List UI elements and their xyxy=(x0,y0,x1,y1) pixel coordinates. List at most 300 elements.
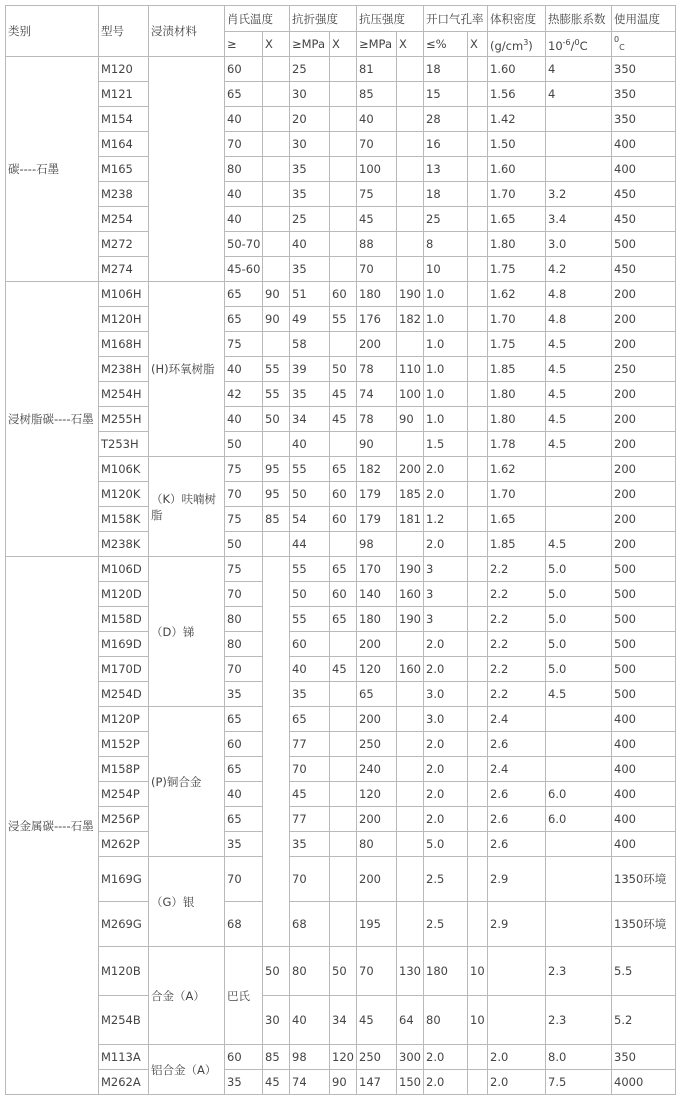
porosity-x-cell xyxy=(468,582,488,607)
table-row xyxy=(6,307,676,332)
model-cell: M120B xyxy=(99,947,149,996)
service-temp-cell: 200 xyxy=(612,307,676,332)
flexural-min-cell: 34 xyxy=(290,407,330,432)
category-carbon: 碳----石墨 xyxy=(6,57,99,282)
density-cell: 2.9 xyxy=(488,857,546,902)
service-temp-cell: 200 xyxy=(612,332,676,357)
compressive-min-cell: 200 xyxy=(357,332,397,357)
flexural-min-cell: 70 xyxy=(290,857,330,902)
service-temp-cell: 500 xyxy=(612,607,676,632)
density-cell: 1.60 xyxy=(488,157,546,182)
shore-x-cell xyxy=(263,107,290,132)
thermal-expansion-cell: 4.5 xyxy=(546,382,612,407)
compressive-min-cell: 200 xyxy=(357,632,397,657)
header-density: 体积密度 xyxy=(488,6,546,32)
porosity-x-cell xyxy=(488,947,546,996)
compressive-min-cell: 195 xyxy=(357,902,397,947)
shore-x-cell xyxy=(263,532,290,557)
compressive-min-cell: 250 xyxy=(357,732,397,757)
service-temp-cell: 200 xyxy=(612,382,676,407)
porosity-max-cell: 3 xyxy=(424,557,468,582)
table-row xyxy=(6,482,676,507)
compressive-min-cell: 170 xyxy=(357,557,397,582)
table-row xyxy=(6,357,676,382)
porosity-x-cell xyxy=(468,657,488,682)
flexural-x-cell xyxy=(330,132,357,157)
density-cell: 2.9 xyxy=(488,902,546,947)
thermal-expansion-cell: 3.0 xyxy=(546,232,612,257)
flexural-min-cell: 58 xyxy=(290,332,330,357)
density-cell: 1.80 xyxy=(488,232,546,257)
service-temp-cell: 350 xyxy=(612,107,676,132)
sub-temp-unit: $^0_C$ xyxy=(612,32,676,57)
density-cell: 1.85 xyxy=(488,532,546,557)
porosity-max-cell: 28 xyxy=(424,107,468,132)
table-row xyxy=(6,857,676,902)
header-thermal-expansion: 热膨胀系数 xyxy=(546,6,612,32)
service-temp-cell: 400 xyxy=(612,782,676,807)
thermal-expansion-cell xyxy=(546,482,612,507)
service-temp-cell: 200 xyxy=(612,407,676,432)
thermal-expansion-cell xyxy=(546,107,612,132)
table-row xyxy=(6,682,676,707)
porosity-x-cell xyxy=(468,632,488,657)
compressive-min-cell: 182 xyxy=(357,457,397,482)
thermal-expansion-cell xyxy=(546,707,612,732)
porosity-max-cell: 2.0 xyxy=(424,457,468,482)
model-cell: M120H xyxy=(99,307,149,332)
impregnant-copper: (P)铜合金 xyxy=(149,707,225,857)
shore-x-cell: 55 xyxy=(263,357,290,382)
compressive-x-cell: 300 xyxy=(397,1045,424,1070)
flexural-x-cell xyxy=(330,832,357,857)
compressive-x-cell xyxy=(397,732,424,757)
shore-min-cell: 35 xyxy=(225,832,263,857)
porosity-x-cell xyxy=(468,732,488,757)
model-cell: M120P xyxy=(99,707,149,732)
compressive-min-cell: 200 xyxy=(357,807,397,832)
model-cell: M254P xyxy=(99,782,149,807)
porosity-x-cell xyxy=(488,996,546,1045)
service-temp-cell: 400 xyxy=(612,157,676,182)
flexural-min-cell: 50 xyxy=(290,482,330,507)
density-cell: 2.2 xyxy=(488,557,546,582)
compressive-x-cell xyxy=(397,57,424,82)
sub-ge-mpa: ≥MPa xyxy=(357,32,397,57)
flexural-min-cell: 55 xyxy=(290,557,330,582)
service-temp-cell: 250 xyxy=(612,357,676,382)
porosity-max-cell: 2.5 xyxy=(424,902,468,947)
service-temp-cell: 450 xyxy=(612,257,676,282)
compressive-x-cell: 185 xyxy=(397,482,424,507)
porosity-x-cell xyxy=(468,207,488,232)
flexural-min-cell: 98 xyxy=(290,1045,330,1070)
flexural-x-cell xyxy=(330,757,357,782)
flexural-x-cell xyxy=(330,782,357,807)
flexural-min-cell: 51 xyxy=(290,282,330,307)
compressive-x-cell: 160 xyxy=(397,582,424,607)
porosity-max-cell: 2.0 xyxy=(424,1045,468,1070)
density-cell: 2.0 xyxy=(488,1045,546,1070)
compressive-min-cell: 45 xyxy=(357,207,397,232)
compressive-x-cell xyxy=(397,707,424,732)
model-cell: M254B xyxy=(99,996,149,1045)
flexural-x-cell xyxy=(330,707,357,732)
thermal-expansion-cell: 4.5 xyxy=(546,407,612,432)
sub-x: X xyxy=(397,32,424,57)
shore-x-cell: 85 xyxy=(263,507,290,532)
shore-min-cell: 65 xyxy=(225,282,263,307)
compressive-x-cell xyxy=(397,207,424,232)
sub-le-pct: ≤% xyxy=(424,32,468,57)
compressive-x-cell xyxy=(397,857,424,902)
flexural-x-cell: 65 xyxy=(330,557,357,582)
shore-min-cell: 80 xyxy=(225,607,263,632)
shore-min-cell: 80 xyxy=(225,632,263,657)
density-cell: 2.2 xyxy=(488,582,546,607)
table-row xyxy=(6,657,676,682)
table-row xyxy=(6,132,676,157)
table-row xyxy=(6,607,676,632)
shore-x-cell xyxy=(263,207,290,232)
shore-min-cell: 65 xyxy=(225,707,263,732)
porosity-max-cell: 25 xyxy=(424,207,468,232)
shore-min-cell: 75 xyxy=(225,507,263,532)
compressive-x-cell xyxy=(397,232,424,257)
header-compressive-strength: 抗压强度 xyxy=(357,6,424,32)
density-cell: 1.42 xyxy=(488,107,546,132)
shore-x-cell xyxy=(263,232,290,257)
table-row xyxy=(6,232,676,257)
shore-min-cell: 40 xyxy=(225,107,263,132)
density-cell: 1.70 xyxy=(488,182,546,207)
model-cell: M255H xyxy=(99,407,149,432)
shore-min-cell: 75 xyxy=(225,457,263,482)
compressive-x-cell xyxy=(397,632,424,657)
porosity-x-cell xyxy=(468,532,488,557)
compressive-min-cell: 120 xyxy=(357,782,397,807)
shore-x-cell: 45 xyxy=(263,1070,290,1095)
density-cell: 2.2 xyxy=(488,682,546,707)
density-cell: 2.2 xyxy=(488,607,546,632)
model-cell: M164 xyxy=(99,132,149,157)
shore-min-cell: 40 xyxy=(225,407,263,432)
porosity-x-cell xyxy=(468,82,488,107)
porosity-max-cell: 5.0 xyxy=(424,832,468,857)
compressive-x-cell xyxy=(397,682,424,707)
shore-min-cell: 50 xyxy=(263,947,290,996)
thermal-expansion-cell: 4 xyxy=(546,82,612,107)
model-cell: M170D xyxy=(99,657,149,682)
flexural-min-cell: 70 xyxy=(290,757,330,782)
compressive-min-cell: 78 xyxy=(357,407,397,432)
thermal-expansion-cell xyxy=(546,157,612,182)
thermal-expansion-cell: 4.8 xyxy=(546,307,612,332)
impregnant-none xyxy=(149,57,225,282)
flexural-min-cell: 50 xyxy=(290,582,330,607)
service-temp-cell: 4000 xyxy=(612,1070,676,1095)
shore-min-cell: 40 xyxy=(225,182,263,207)
porosity-max-cell: 3 xyxy=(424,582,468,607)
model-cell: T253H xyxy=(99,432,149,457)
compressive-min-cell: 65 xyxy=(357,682,397,707)
shore-min-cell: 50 xyxy=(225,432,263,457)
flexural-x-cell: 45 xyxy=(330,407,357,432)
compressive-x-cell xyxy=(397,832,424,857)
model-cell: M106D xyxy=(99,557,149,582)
service-temp-cell: 400 xyxy=(612,132,676,157)
compressive-min-cell: 250 xyxy=(357,1045,397,1070)
service-temp-cell: 500 xyxy=(612,632,676,657)
porosity-x-cell xyxy=(468,682,488,707)
table-row xyxy=(6,282,676,307)
compressive-x-cell xyxy=(397,782,424,807)
porosity-max-cell: 1.0 xyxy=(424,282,468,307)
flexural-x-cell: 65 xyxy=(330,457,357,482)
shore-min-cell: 45-60 xyxy=(225,257,263,282)
shore-min-cell: 75 xyxy=(225,557,263,582)
flexural-x-cell xyxy=(330,207,357,232)
service-temp-cell: 500 xyxy=(612,657,676,682)
flexural-min-cell: 30 xyxy=(290,132,330,157)
porosity-x-cell xyxy=(468,782,488,807)
shore-min-cell: 68 xyxy=(225,902,263,947)
compressive-min-cell: 130 xyxy=(397,947,424,996)
compressive-x-cell: 180 xyxy=(424,947,468,996)
compressive-x-cell xyxy=(397,807,424,832)
compressive-x-cell: 190 xyxy=(397,557,424,582)
sub-x: X xyxy=(468,32,488,57)
porosity-max-cell: 2.0 xyxy=(424,482,468,507)
service-temp-cell: 200 xyxy=(612,532,676,557)
shore-min-cell: 70 xyxy=(225,482,263,507)
thermal-expansion-cell: 4.5 xyxy=(546,432,612,457)
sub-ge: ≥ xyxy=(225,32,263,57)
porosity-max-cell: 1.0 xyxy=(424,407,468,432)
shore-x-cell: 90 xyxy=(263,282,290,307)
table-row xyxy=(6,732,676,757)
service-temp-cell: 350 xyxy=(612,82,676,107)
service-temp-cell: 500 xyxy=(612,232,676,257)
density-cell: 1.60 xyxy=(488,57,546,82)
sub-x: X xyxy=(263,32,290,57)
table-row xyxy=(6,207,676,232)
table-row xyxy=(6,1070,676,1095)
shore-min-cell: 60 xyxy=(225,57,263,82)
porosity-max-cell: 2.0 xyxy=(424,1070,468,1095)
compressive-x-cell xyxy=(397,757,424,782)
flexural-min-cell: 49 xyxy=(290,307,330,332)
service-temp-cell: 500 xyxy=(612,557,676,582)
density-cell: 1.50 xyxy=(488,132,546,157)
compressive-x-cell xyxy=(397,157,424,182)
flexural-min-cell: 77 xyxy=(290,807,330,832)
thermal-expansion-cell: 6.0 xyxy=(546,782,612,807)
shore-x-cell: 90 xyxy=(263,307,290,332)
impregnant-antimony: （D）锑 xyxy=(149,557,225,707)
thermal-expansion-cell: 4.2 xyxy=(546,257,612,282)
shore-x-cell xyxy=(263,182,290,207)
density-cell: 2.6 xyxy=(488,782,546,807)
model-cell: M256P xyxy=(99,807,149,832)
compressive-x-cell: 150 xyxy=(397,1070,424,1095)
flexural-x-cell xyxy=(330,232,357,257)
model-cell: M274 xyxy=(99,257,149,282)
porosity-x-cell xyxy=(468,407,488,432)
porosity-x-cell xyxy=(468,707,488,732)
shore-min-cell: 70 xyxy=(225,657,263,682)
model-cell: M254H xyxy=(99,382,149,407)
compressive-x-cell xyxy=(397,257,424,282)
header-shore-hardness: 肖氏温度 xyxy=(225,6,290,32)
porosity-x-cell xyxy=(468,357,488,382)
porosity-max-cell: 3.0 xyxy=(424,682,468,707)
porosity-max-cell: 1.0 xyxy=(424,332,468,357)
impregnant-babbitt-b: 巴氏 xyxy=(225,947,263,1045)
shore-x-cell xyxy=(263,157,290,182)
thermal-expansion-cell xyxy=(546,757,612,782)
porosity-x-cell xyxy=(468,507,488,532)
service-temp-cell: 1350环境 xyxy=(612,857,676,902)
compressive-x-cell: 190 xyxy=(397,607,424,632)
table-row xyxy=(6,82,676,107)
service-temp-cell: 350 xyxy=(612,1045,676,1070)
density-cell: 2.4 xyxy=(488,757,546,782)
service-temp-cell: 450 xyxy=(612,182,676,207)
table-row xyxy=(6,996,676,1045)
compressive-x-cell xyxy=(397,532,424,557)
shore-min-cell: 40 xyxy=(225,357,263,382)
compressive-min-cell: 147 xyxy=(357,1070,397,1095)
porosity-max-cell: 2.0 xyxy=(424,782,468,807)
shore-min-cell: 40 xyxy=(225,782,263,807)
flexural-min-cell: 35 xyxy=(290,382,330,407)
model-cell: M158K xyxy=(99,507,149,532)
porosity-x-cell xyxy=(468,832,488,857)
shore-x-cell: 80 xyxy=(290,947,330,996)
porosity-x-cell xyxy=(468,307,488,332)
shore-x-cell: 40 xyxy=(290,996,330,1045)
thermal-expansion-cell: 5.5 xyxy=(612,947,676,996)
shore-min-cell: 30 xyxy=(263,996,290,1045)
model-cell: M254D xyxy=(99,682,149,707)
model-cell: M165 xyxy=(99,157,149,182)
porosity-x-cell xyxy=(468,607,488,632)
density-cell: 1.78 xyxy=(488,432,546,457)
density-cell: 1.56 xyxy=(488,82,546,107)
flexural-x-cell: 60 xyxy=(330,582,357,607)
thermal-expansion-cell xyxy=(546,507,612,532)
shore-min-cell: 42 xyxy=(225,382,263,407)
shore-min-cell: 50 xyxy=(225,532,263,557)
porosity-max-cell: 16 xyxy=(424,132,468,157)
flexural-x-cell xyxy=(330,257,357,282)
model-cell: M113A xyxy=(99,1045,149,1070)
model-cell: M106K xyxy=(99,457,149,482)
shore-min-cell: 60 xyxy=(225,1045,263,1070)
service-temp-cell: 200 xyxy=(612,457,676,482)
flexural-min-cell: 35 xyxy=(290,182,330,207)
flexural-min-cell: 25 xyxy=(290,57,330,82)
porosity-x-cell xyxy=(468,182,488,207)
shore-min-cell: 70 xyxy=(225,857,263,902)
density-cell: 2.0 xyxy=(488,1070,546,1095)
compressive-x-cell: 190 xyxy=(397,282,424,307)
flexural-min-cell: 40 xyxy=(290,432,330,457)
table-row xyxy=(6,532,676,557)
shore-x-cell xyxy=(263,432,290,457)
compressive-x-cell: 110 xyxy=(397,357,424,382)
density-cell: 2.2 xyxy=(488,632,546,657)
compressive-min-cell: 179 xyxy=(357,482,397,507)
impregnant-furan: （K）呋喃树脂 xyxy=(149,457,225,557)
flexural-min-cell: 30 xyxy=(290,82,330,107)
model-cell: M158P xyxy=(99,757,149,782)
compressive-x-cell: 160 xyxy=(397,657,424,682)
porosity-x-cell xyxy=(468,557,488,582)
density-cell: 1.65 xyxy=(488,507,546,532)
porosity-x-cell xyxy=(468,1045,488,1070)
flexural-x-cell xyxy=(330,332,357,357)
compressive-min-cell: 70 xyxy=(357,257,397,282)
flexural-x-cell xyxy=(330,682,357,707)
header-service-temp: 使用温度 xyxy=(612,6,676,32)
flexural-min-cell: 68 xyxy=(290,902,330,947)
table-row xyxy=(6,507,676,532)
shore-x-cell: 95 xyxy=(263,482,290,507)
impregnant-aluminum: 铝合金（A） xyxy=(149,1045,225,1095)
flexural-min-cell: 54 xyxy=(290,507,330,532)
flexural-min-cell: 55 xyxy=(290,607,330,632)
shore-x-cell xyxy=(263,82,290,107)
table-row xyxy=(6,807,676,832)
porosity-max-cell: 8 xyxy=(424,232,468,257)
porosity-max-cell: 3 xyxy=(424,607,468,632)
model-cell: M262P xyxy=(99,832,149,857)
model-cell: M272 xyxy=(99,232,149,257)
compressive-x-cell xyxy=(397,332,424,357)
thermal-expansion-cell: 5.0 xyxy=(546,657,612,682)
thermal-expansion-cell: 5.0 xyxy=(546,582,612,607)
flexural-min-cell: 40 xyxy=(290,657,330,682)
table-row xyxy=(6,782,676,807)
density-cell: 2.3 xyxy=(546,947,612,996)
flexural-x-cell: 45 xyxy=(330,657,357,682)
compressive-min-cell: 180 xyxy=(357,607,397,632)
density-cell: 2.3 xyxy=(546,996,612,1045)
table-row xyxy=(6,157,676,182)
compressive-min-cell: 100 xyxy=(357,157,397,182)
model-cell: M254 xyxy=(99,207,149,232)
density-cell: 2.6 xyxy=(488,832,546,857)
porosity-max-cell: 2.0 xyxy=(424,807,468,832)
flexural-x-cell xyxy=(330,532,357,557)
flexural-min-cell: 60 xyxy=(290,632,330,657)
density-cell: 2.6 xyxy=(488,807,546,832)
compressive-x-cell: 182 xyxy=(397,307,424,332)
compressive-min-cell: 74 xyxy=(357,382,397,407)
porosity-max-cell: 10 xyxy=(468,996,488,1045)
sub-te-unit: $10^{-6}/^0C$ xyxy=(546,32,612,57)
porosity-max-cell: 1.0 xyxy=(424,357,468,382)
flexural-min-cell: 44 xyxy=(290,532,330,557)
shore-min-cell: 65 xyxy=(225,757,263,782)
shore-x-cell xyxy=(263,57,290,82)
service-temp-cell: 400 xyxy=(612,832,676,857)
porosity-max-cell: 1.5 xyxy=(424,432,468,457)
table-row xyxy=(6,947,676,996)
compressive-min-cell: 85 xyxy=(357,82,397,107)
